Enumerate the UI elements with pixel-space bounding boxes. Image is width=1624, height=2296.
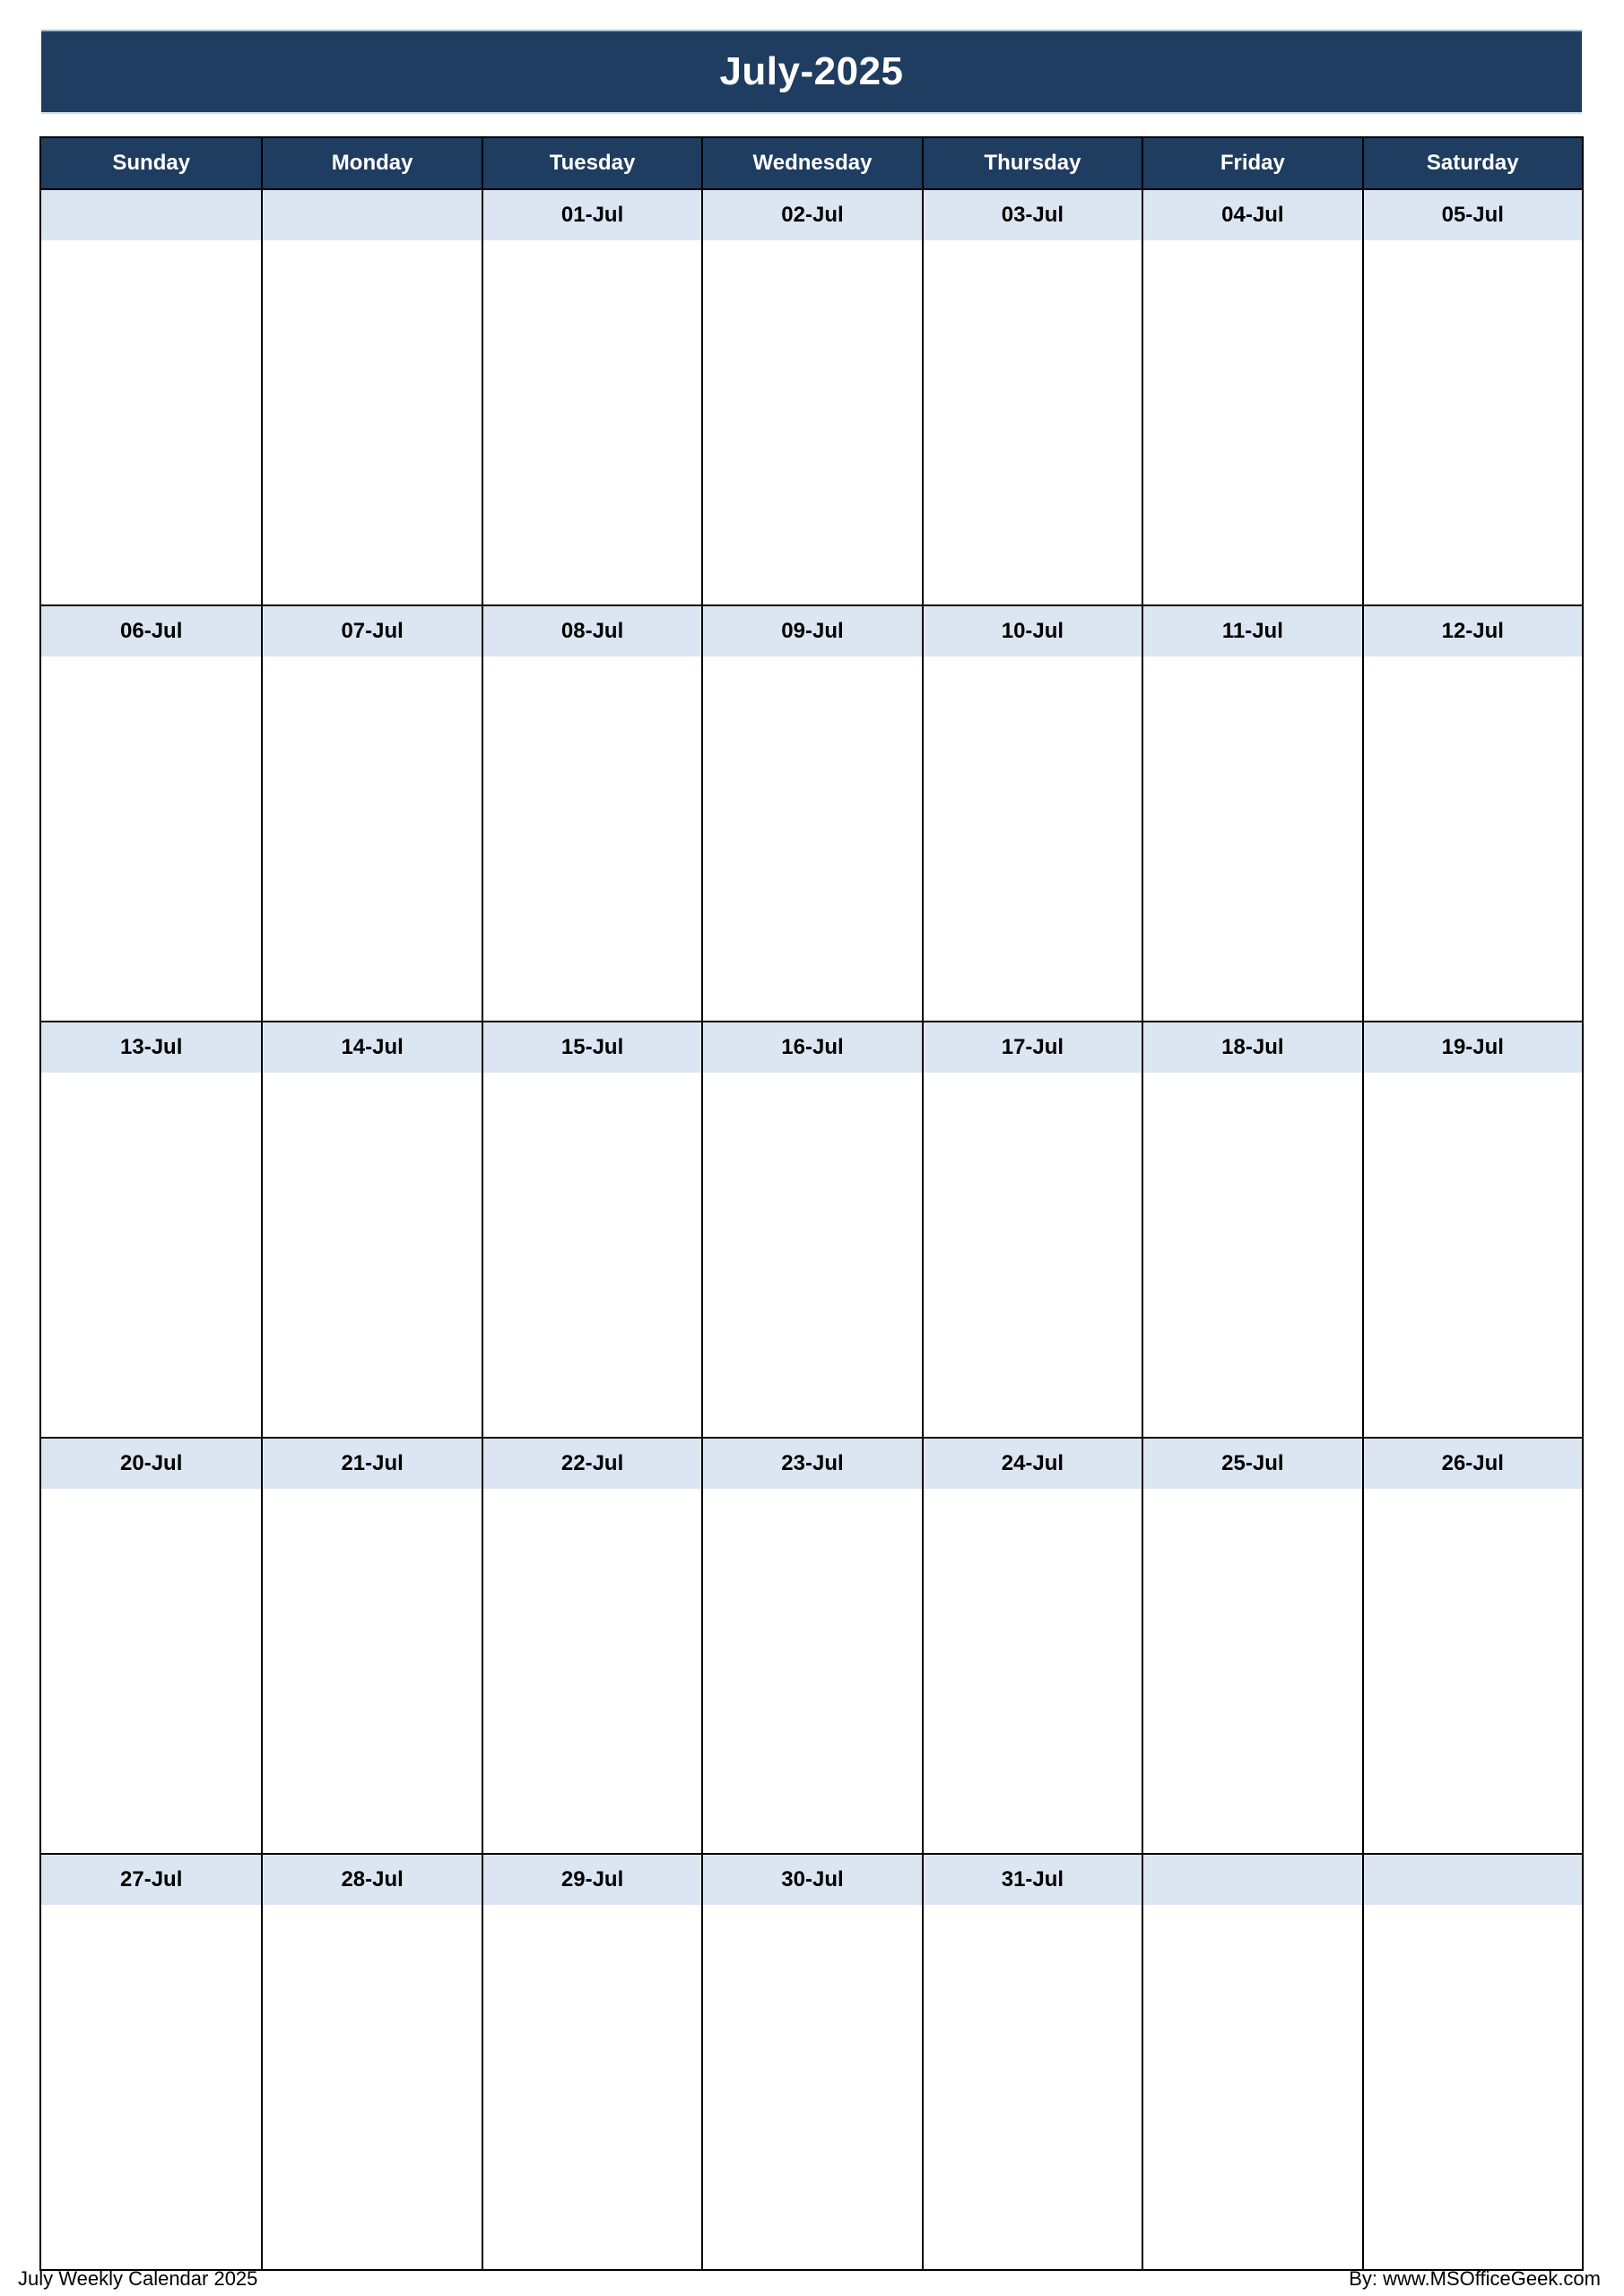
- date-label: 29-Jul: [483, 1855, 701, 1905]
- date-label: 13-Jul: [41, 1022, 261, 1073]
- date-label: 04-Jul: [1143, 190, 1361, 240]
- date-label: 27-Jul: [41, 1855, 261, 1905]
- day-cell-w4-mon: [261, 1439, 481, 1853]
- day-cell-w2-thu: [922, 606, 1142, 1021]
- calendar-title: July-2025: [719, 49, 904, 93]
- date-label: 19-Jul: [1364, 1022, 1582, 1073]
- day-cell-w3-sun: [41, 1022, 261, 1437]
- day-cell-w2-wed: [701, 606, 921, 1021]
- date-label: 17-Jul: [924, 1022, 1142, 1073]
- calendar-title-bar: [41, 30, 1582, 114]
- week-row-2: [41, 604, 1582, 1021]
- day-cell-w1-fri: [1142, 190, 1361, 604]
- day-cell-w5-sat: [1362, 1855, 1582, 2269]
- date-label: 05-Jul: [1364, 190, 1582, 240]
- day-cell-w3-thu: [922, 1022, 1142, 1437]
- date-label: 20-Jul: [41, 1439, 261, 1489]
- week-row-5: [41, 1853, 1582, 2269]
- day-cell-w2-mon: [261, 606, 481, 1021]
- day-cell-w2-fri: [1142, 606, 1361, 1021]
- weekday-header-sunday: Sunday: [41, 138, 261, 188]
- day-cell-w3-sat: [1362, 1022, 1582, 1437]
- day-cell-w3-wed: [701, 1022, 921, 1437]
- week-row-4: [41, 1437, 1582, 1853]
- day-cell-w2-sat: [1362, 606, 1582, 1021]
- day-cell-w5-mon: [261, 1855, 481, 2269]
- day-cell-w1-mon: [261, 190, 481, 604]
- date-label: 08-Jul: [483, 606, 701, 657]
- date-label: 03-Jul: [924, 190, 1142, 240]
- day-cell-w3-fri: [1142, 1022, 1361, 1437]
- date-label: 21-Jul: [263, 1439, 481, 1489]
- date-label: 12-Jul: [1364, 606, 1582, 657]
- weekday-header-wednesday: Wednesday: [701, 138, 921, 188]
- day-cell-w1-wed: [701, 190, 921, 604]
- day-cell-w2-sun: [41, 606, 261, 1021]
- weekday-header-saturday: Saturday: [1362, 138, 1582, 188]
- day-cell-w5-wed: [701, 1855, 921, 2269]
- day-cell-w1-sat: [1362, 190, 1582, 604]
- date-label: [1143, 1855, 1361, 1905]
- day-cell-w2-tue: [482, 606, 701, 1021]
- date-label: 28-Jul: [263, 1855, 481, 1905]
- date-label: 26-Jul: [1364, 1439, 1582, 1489]
- date-label: 30-Jul: [703, 1855, 921, 1905]
- date-label: 31-Jul: [924, 1855, 1142, 1905]
- day-cell-w5-sun: [41, 1855, 261, 2269]
- day-cell-w1-thu: [922, 190, 1142, 604]
- date-label: 02-Jul: [703, 190, 921, 240]
- date-label: 16-Jul: [703, 1022, 921, 1073]
- date-label: 10-Jul: [924, 606, 1142, 657]
- date-label: 01-Jul: [483, 190, 701, 240]
- calendar-table: [39, 136, 1584, 2271]
- date-label: 11-Jul: [1143, 606, 1361, 657]
- weekday-header-tuesday: Tuesday: [482, 138, 701, 188]
- date-label: 15-Jul: [483, 1022, 701, 1073]
- day-cell-w4-sun: [41, 1439, 261, 1853]
- day-cell-w4-fri: [1142, 1439, 1361, 1853]
- day-cell-w4-thu: [922, 1439, 1142, 1853]
- day-cell-w1-tue: [482, 190, 701, 604]
- weekday-header-monday: Monday: [261, 138, 481, 188]
- day-cell-w5-thu: [922, 1855, 1142, 2269]
- week-row-1: [41, 188, 1582, 604]
- day-cell-w3-mon: [261, 1022, 481, 1437]
- weekday-header-thursday: Thursday: [922, 138, 1142, 188]
- day-cell-w4-tue: [482, 1439, 701, 1853]
- date-label: 24-Jul: [924, 1439, 1142, 1489]
- weekday-header-friday: Friday: [1142, 138, 1361, 188]
- date-label: 06-Jul: [41, 606, 261, 657]
- date-label: 23-Jul: [703, 1439, 921, 1489]
- day-cell-w4-wed: [701, 1439, 921, 1853]
- weekday-header-row: [41, 138, 1582, 188]
- date-label: 09-Jul: [703, 606, 921, 657]
- date-label: 07-Jul: [263, 606, 481, 657]
- date-label: 14-Jul: [263, 1022, 481, 1073]
- day-cell-w1-sun: [41, 190, 261, 604]
- date-label: 18-Jul: [1143, 1022, 1361, 1073]
- day-cell-w4-sat: [1362, 1439, 1582, 1853]
- date-label: [263, 190, 481, 240]
- date-label: 25-Jul: [1143, 1439, 1361, 1489]
- date-label: [41, 190, 261, 240]
- date-label: 22-Jul: [483, 1439, 701, 1489]
- date-label: [1364, 1855, 1582, 1905]
- footer-document-title: July Weekly Calendar 2025: [18, 2267, 258, 2290]
- day-cell-w5-tue: [482, 1855, 701, 2269]
- day-cell-w5-fri: [1142, 1855, 1361, 2269]
- footer-credit-link[interactable]: By: www.MSOfficeGeek.com: [1349, 2267, 1601, 2290]
- day-cell-w3-tue: [482, 1022, 701, 1437]
- week-row-3: [41, 1021, 1582, 1437]
